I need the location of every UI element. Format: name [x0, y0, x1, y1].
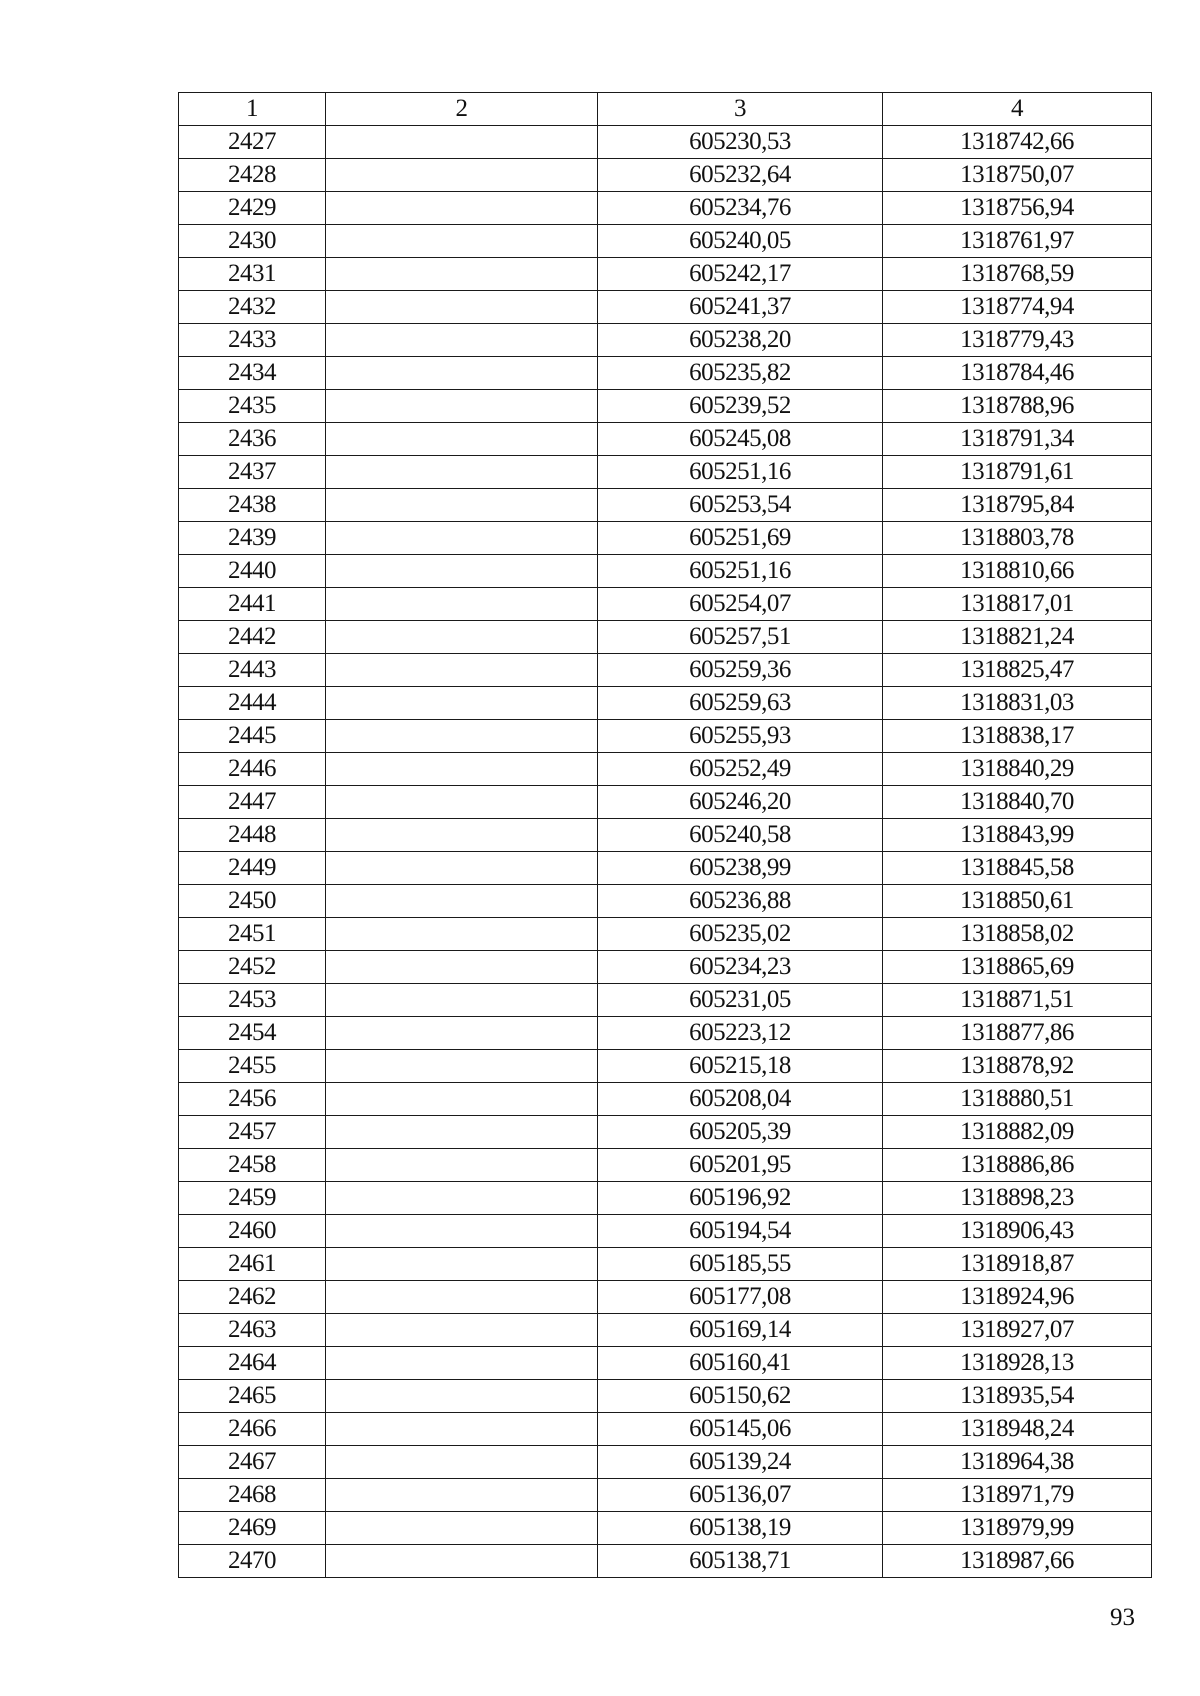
- empty-cell: [326, 918, 598, 951]
- column-header-4: 4: [883, 93, 1152, 126]
- y-coordinate-cell: 1318810,66: [883, 555, 1152, 588]
- table-row: [179, 258, 1152, 291]
- empty-cell: [326, 654, 598, 687]
- table-row: [179, 885, 1152, 918]
- table-body: [179, 126, 1152, 1578]
- table-row: [179, 720, 1152, 753]
- point-number-cell: 2459: [179, 1182, 326, 1215]
- y-coordinate-cell: 1318821,24: [883, 621, 1152, 654]
- empty-cell: [326, 588, 598, 621]
- x-coordinate-cell: 605251,69: [598, 522, 883, 555]
- table-row: [179, 1380, 1152, 1413]
- empty-cell: [326, 1182, 598, 1215]
- y-coordinate-cell: 1318788,96: [883, 390, 1152, 423]
- x-coordinate-cell: 605145,06: [598, 1413, 883, 1446]
- empty-cell: [326, 951, 598, 984]
- x-coordinate-cell: 605234,23: [598, 951, 883, 984]
- table-row: [179, 819, 1152, 852]
- x-coordinate-cell: 605241,37: [598, 291, 883, 324]
- table-row: [179, 324, 1152, 357]
- x-coordinate-cell: 605236,88: [598, 885, 883, 918]
- point-number-cell: 2442: [179, 621, 326, 654]
- column-header-2: 2: [326, 93, 598, 126]
- empty-cell: [326, 1116, 598, 1149]
- table-row: [179, 1314, 1152, 1347]
- x-coordinate-cell: 605252,49: [598, 753, 883, 786]
- x-coordinate-cell: 605235,02: [598, 918, 883, 951]
- point-number-cell: 2467: [179, 1446, 326, 1479]
- empty-cell: [326, 1017, 598, 1050]
- table-row: [179, 1347, 1152, 1380]
- x-coordinate-cell: 605245,08: [598, 423, 883, 456]
- x-coordinate-cell: 605196,92: [598, 1182, 883, 1215]
- y-coordinate-cell: 1318880,51: [883, 1083, 1152, 1116]
- table-row: [179, 390, 1152, 423]
- point-number-cell: 2428: [179, 159, 326, 192]
- table-row: [179, 1149, 1152, 1182]
- y-coordinate-cell: 1318756,94: [883, 192, 1152, 225]
- table-row: [179, 951, 1152, 984]
- x-coordinate-cell: 605240,58: [598, 819, 883, 852]
- y-coordinate-cell: 1318840,70: [883, 786, 1152, 819]
- y-coordinate-cell: 1318987,66: [883, 1545, 1152, 1578]
- y-coordinate-cell: 1318825,47: [883, 654, 1152, 687]
- x-coordinate-cell: 605240,05: [598, 225, 883, 258]
- point-number-cell: 2456: [179, 1083, 326, 1116]
- y-coordinate-cell: 1318971,79: [883, 1479, 1152, 1512]
- table-row: [179, 555, 1152, 588]
- x-coordinate-cell: 605138,71: [598, 1545, 883, 1578]
- empty-cell: [326, 1413, 598, 1446]
- x-coordinate-cell: 605242,17: [598, 258, 883, 291]
- table-row: [179, 126, 1152, 159]
- y-coordinate-cell: 1318803,78: [883, 522, 1152, 555]
- point-number-cell: 2458: [179, 1149, 326, 1182]
- empty-cell: [326, 786, 598, 819]
- x-coordinate-cell: 605215,18: [598, 1050, 883, 1083]
- table-row: [179, 225, 1152, 258]
- y-coordinate-cell: 1318843,99: [883, 819, 1152, 852]
- x-coordinate-cell: 605259,36: [598, 654, 883, 687]
- point-number-cell: 2435: [179, 390, 326, 423]
- y-coordinate-cell: 1318928,13: [883, 1347, 1152, 1380]
- coordinates-table: [178, 92, 1152, 1578]
- x-coordinate-cell: 605259,63: [598, 687, 883, 720]
- empty-cell: [326, 1545, 598, 1578]
- point-number-cell: 2440: [179, 555, 326, 588]
- empty-cell: [326, 1215, 598, 1248]
- x-coordinate-cell: 605239,52: [598, 390, 883, 423]
- x-coordinate-cell: 605238,99: [598, 852, 883, 885]
- table-row: [179, 852, 1152, 885]
- y-coordinate-cell: 1318935,54: [883, 1380, 1152, 1413]
- table-row: [179, 1248, 1152, 1281]
- table-row: [179, 1545, 1152, 1578]
- y-coordinate-cell: 1318906,43: [883, 1215, 1152, 1248]
- y-coordinate-cell: 1318882,09: [883, 1116, 1152, 1149]
- x-coordinate-cell: 605205,39: [598, 1116, 883, 1149]
- x-coordinate-cell: 605230,53: [598, 126, 883, 159]
- point-number-cell: 2447: [179, 786, 326, 819]
- x-coordinate-cell: 605235,82: [598, 357, 883, 390]
- x-coordinate-cell: 605150,62: [598, 1380, 883, 1413]
- table-row: [179, 291, 1152, 324]
- point-number-cell: 2436: [179, 423, 326, 456]
- x-coordinate-cell: 605136,07: [598, 1479, 883, 1512]
- table-row: [179, 1479, 1152, 1512]
- y-coordinate-cell: 1318784,46: [883, 357, 1152, 390]
- table-row: [179, 687, 1152, 720]
- empty-cell: [326, 1512, 598, 1545]
- table-row: [179, 489, 1152, 522]
- point-number-cell: 2427: [179, 126, 326, 159]
- point-number-cell: 2452: [179, 951, 326, 984]
- empty-cell: [326, 720, 598, 753]
- point-number-cell: 2460: [179, 1215, 326, 1248]
- table-row: [179, 1413, 1152, 1446]
- y-coordinate-cell: 1318878,92: [883, 1050, 1152, 1083]
- point-number-cell: 2450: [179, 885, 326, 918]
- point-number-cell: 2461: [179, 1248, 326, 1281]
- y-coordinate-cell: 1318791,34: [883, 423, 1152, 456]
- table-row: [179, 786, 1152, 819]
- y-coordinate-cell: 1318774,94: [883, 291, 1152, 324]
- y-coordinate-cell: 1318927,07: [883, 1314, 1152, 1347]
- point-number-cell: 2455: [179, 1050, 326, 1083]
- empty-cell: [326, 1149, 598, 1182]
- empty-cell: [326, 885, 598, 918]
- empty-cell: [326, 1347, 598, 1380]
- x-coordinate-cell: 605232,64: [598, 159, 883, 192]
- y-coordinate-cell: 1318850,61: [883, 885, 1152, 918]
- empty-cell: [326, 753, 598, 786]
- point-number-cell: 2462: [179, 1281, 326, 1314]
- empty-cell: [326, 1281, 598, 1314]
- table-row: [179, 621, 1152, 654]
- point-number-cell: 2451: [179, 918, 326, 951]
- x-coordinate-cell: 605253,54: [598, 489, 883, 522]
- empty-cell: [326, 1050, 598, 1083]
- table-row: [179, 1281, 1152, 1314]
- table-row: [179, 522, 1152, 555]
- empty-cell: [326, 423, 598, 456]
- column-header-1: 1: [179, 93, 326, 126]
- empty-cell: [326, 1083, 598, 1116]
- empty-cell: [326, 852, 598, 885]
- point-number-cell: 2431: [179, 258, 326, 291]
- point-number-cell: 2465: [179, 1380, 326, 1413]
- point-number-cell: 2454: [179, 1017, 326, 1050]
- empty-cell: [326, 456, 598, 489]
- x-coordinate-cell: 605201,95: [598, 1149, 883, 1182]
- table-header: [179, 93, 1152, 126]
- table-row: [179, 753, 1152, 786]
- point-number-cell: 2433: [179, 324, 326, 357]
- x-coordinate-cell: 605208,04: [598, 1083, 883, 1116]
- point-number-cell: 2437: [179, 456, 326, 489]
- point-number-cell: 2439: [179, 522, 326, 555]
- empty-cell: [326, 489, 598, 522]
- point-number-cell: 2468: [179, 1479, 326, 1512]
- point-number-cell: 2432: [179, 291, 326, 324]
- empty-cell: [326, 1446, 598, 1479]
- y-coordinate-cell: 1318768,59: [883, 258, 1152, 291]
- table-row: [179, 1446, 1152, 1479]
- empty-cell: [326, 1479, 598, 1512]
- table-row: [179, 423, 1152, 456]
- empty-cell: [326, 390, 598, 423]
- x-coordinate-cell: 605238,20: [598, 324, 883, 357]
- table-row: [179, 984, 1152, 1017]
- empty-cell: [326, 984, 598, 1017]
- empty-cell: [326, 1380, 598, 1413]
- table-row: [179, 192, 1152, 225]
- table-row: [179, 1215, 1152, 1248]
- empty-cell: [326, 1314, 598, 1347]
- y-coordinate-cell: 1318750,07: [883, 159, 1152, 192]
- y-coordinate-cell: 1318840,29: [883, 753, 1152, 786]
- y-coordinate-cell: 1318795,84: [883, 489, 1152, 522]
- empty-cell: [326, 522, 598, 555]
- point-number-cell: 2463: [179, 1314, 326, 1347]
- table-row: [179, 1512, 1152, 1545]
- empty-cell: [326, 357, 598, 390]
- y-coordinate-cell: 1318845,58: [883, 852, 1152, 885]
- x-coordinate-cell: 605185,55: [598, 1248, 883, 1281]
- y-coordinate-cell: 1318858,02: [883, 918, 1152, 951]
- x-coordinate-cell: 605251,16: [598, 555, 883, 588]
- empty-cell: [326, 1248, 598, 1281]
- empty-cell: [326, 555, 598, 588]
- point-number-cell: 2438: [179, 489, 326, 522]
- y-coordinate-cell: 1318761,97: [883, 225, 1152, 258]
- empty-cell: [326, 291, 598, 324]
- point-number-cell: 2443: [179, 654, 326, 687]
- empty-cell: [326, 225, 598, 258]
- table-row: [179, 357, 1152, 390]
- point-number-cell: 2441: [179, 588, 326, 621]
- table-row: [179, 1083, 1152, 1116]
- x-coordinate-cell: 605255,93: [598, 720, 883, 753]
- point-number-cell: 2464: [179, 1347, 326, 1380]
- point-number-cell: 2470: [179, 1545, 326, 1578]
- point-number-cell: 2434: [179, 357, 326, 390]
- y-coordinate-cell: 1318831,03: [883, 687, 1152, 720]
- x-coordinate-cell: 605234,76: [598, 192, 883, 225]
- table-row: [179, 1017, 1152, 1050]
- column-header-3: 3: [598, 93, 883, 126]
- x-coordinate-cell: 605251,16: [598, 456, 883, 489]
- point-number-cell: 2466: [179, 1413, 326, 1446]
- y-coordinate-cell: 1318838,17: [883, 720, 1152, 753]
- y-coordinate-cell: 1318948,24: [883, 1413, 1152, 1446]
- empty-cell: [326, 159, 598, 192]
- x-coordinate-cell: 605246,20: [598, 786, 883, 819]
- x-coordinate-cell: 605177,08: [598, 1281, 883, 1314]
- point-number-cell: 2457: [179, 1116, 326, 1149]
- point-number-cell: 2446: [179, 753, 326, 786]
- x-coordinate-cell: 605231,05: [598, 984, 883, 1017]
- point-number-cell: 2444: [179, 687, 326, 720]
- table-row: [179, 1116, 1152, 1149]
- y-coordinate-cell: 1318898,23: [883, 1182, 1152, 1215]
- point-number-cell: 2453: [179, 984, 326, 1017]
- page-number: 93: [1110, 1604, 1135, 1631]
- header-row: [179, 93, 1152, 126]
- y-coordinate-cell: 1318924,96: [883, 1281, 1152, 1314]
- y-coordinate-cell: 1318871,51: [883, 984, 1152, 1017]
- table-row: [179, 918, 1152, 951]
- y-coordinate-cell: 1318918,87: [883, 1248, 1152, 1281]
- x-coordinate-cell: 605223,12: [598, 1017, 883, 1050]
- y-coordinate-cell: 1318817,01: [883, 588, 1152, 621]
- point-number-cell: 2429: [179, 192, 326, 225]
- x-coordinate-cell: 605254,07: [598, 588, 883, 621]
- x-coordinate-cell: 605194,54: [598, 1215, 883, 1248]
- table-row: [179, 1050, 1152, 1083]
- x-coordinate-cell: 605160,41: [598, 1347, 883, 1380]
- empty-cell: [326, 192, 598, 225]
- y-coordinate-cell: 1318865,69: [883, 951, 1152, 984]
- empty-cell: [326, 324, 598, 357]
- x-coordinate-cell: 605257,51: [598, 621, 883, 654]
- empty-cell: [326, 687, 598, 720]
- table-row: [179, 159, 1152, 192]
- table-row: [179, 654, 1152, 687]
- point-number-cell: 2430: [179, 225, 326, 258]
- y-coordinate-cell: 1318877,86: [883, 1017, 1152, 1050]
- y-coordinate-cell: 1318964,38: [883, 1446, 1152, 1479]
- y-coordinate-cell: 1318886,86: [883, 1149, 1152, 1182]
- x-coordinate-cell: 605138,19: [598, 1512, 883, 1545]
- y-coordinate-cell: 1318979,99: [883, 1512, 1152, 1545]
- y-coordinate-cell: 1318779,43: [883, 324, 1152, 357]
- point-number-cell: 2449: [179, 852, 326, 885]
- empty-cell: [326, 258, 598, 291]
- x-coordinate-cell: 605169,14: [598, 1314, 883, 1347]
- point-number-cell: 2469: [179, 1512, 326, 1545]
- y-coordinate-cell: 1318742,66: [883, 126, 1152, 159]
- point-number-cell: 2448: [179, 819, 326, 852]
- x-coordinate-cell: 605139,24: [598, 1446, 883, 1479]
- table-row: [179, 1182, 1152, 1215]
- empty-cell: [326, 126, 598, 159]
- point-number-cell: 2445: [179, 720, 326, 753]
- table-row: [179, 456, 1152, 489]
- empty-cell: [326, 819, 598, 852]
- y-coordinate-cell: 1318791,61: [883, 456, 1152, 489]
- empty-cell: [326, 621, 598, 654]
- table-row: [179, 588, 1152, 621]
